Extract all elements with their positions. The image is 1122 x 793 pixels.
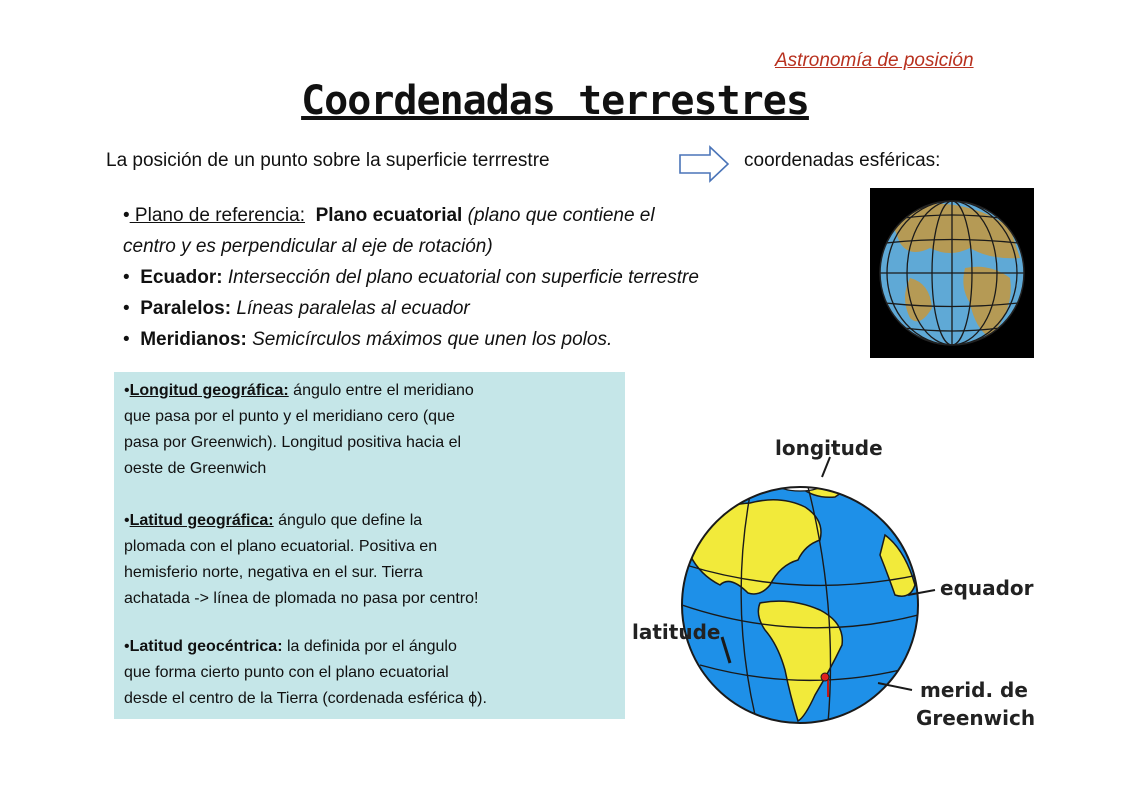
globe-image — [870, 188, 1034, 358]
info-line: •Longitud geográfica: ángulo entre el meridiano — [124, 382, 474, 399]
intro-result: coordenadas esféricas: — [744, 150, 941, 171]
bullet-term: Plano ecuatorial — [315, 205, 463, 226]
bullet-desc: Semicírculos máximos que unen los polos. — [246, 329, 613, 350]
info-line-text: la definida por el ángulo — [286, 638, 457, 655]
label-greenwich: Greenwich — [916, 706, 1036, 730]
bullet-desc: (plano que contiene el — [462, 205, 655, 226]
info-line: desde el centro de la Tierra (cordenada esférica ϕ). — [124, 690, 487, 707]
bullet-plano: • Plano de referencia: Plano ecuatorial (plano que contiene el — [123, 205, 655, 226]
bullet-desc-cont: centro y es perpendicular al eje de rotación) — [123, 236, 493, 257]
labeled-globe-illustration — [630, 425, 1040, 735]
right-arrow-icon — [678, 145, 730, 183]
bullet-term: Meridianos: — [140, 329, 247, 350]
bullet-label: Plano de referencia: — [129, 205, 305, 226]
info-term: Longitud geográfica: — [129, 382, 289, 399]
bullet-paralelos: • Paralelos: Líneas paralelas al ecuador — [123, 298, 470, 319]
bullet-ecuador: • Ecuador: Intersección del plano ecuatorial con superficie terrestre — [123, 267, 699, 288]
longitud-definition — [124, 378, 619, 482]
label-merid: merid. de — [920, 678, 1028, 702]
bullet-term: Ecuador: — [140, 267, 223, 288]
info-line: •Latitud geocéntrica: la definida por el ángulo — [124, 638, 457, 655]
page-title: Coordenadas terrestres — [301, 78, 809, 124]
info-line: •Latitud geográfica: ángulo que define la — [124, 512, 423, 529]
info-line: que forma cierto punto con el plano ecuatorial — [124, 664, 449, 681]
info-line: que pasa por el punto y el meridiano cero (que — [124, 408, 455, 425]
label-latitude: latitude — [632, 620, 721, 644]
reference-bullets — [123, 200, 863, 355]
info-line-text: ángulo entre el meridiano — [293, 382, 474, 399]
info-line: pasa por Greenwich). Longitud positiva hacia el — [124, 434, 462, 451]
geocentrica-definition — [124, 634, 619, 712]
bullet-meridianos: • Meridianos: Semicírculos máximos que unen los polos. — [123, 329, 613, 350]
breadcrumb-link[interactable]: Astronomía de posición — [775, 50, 974, 71]
bullet-desc: Líneas paralelas al ecuador — [231, 298, 470, 319]
info-line: achatada -> línea de plomada no pasa por centro! — [124, 590, 479, 607]
info-line: plomada con el plano ecuatorial. Positiva en — [124, 538, 438, 555]
intro-text: La posición de un punto sobre la superficie terrrestre — [106, 150, 550, 171]
labeled-globe — [630, 425, 1040, 735]
bullet-desc: Intersección del plano ecuatorial con superficie terrestre — [222, 267, 699, 288]
info-line: oeste de Greenwich — [124, 460, 267, 477]
info-term: Latitud geocéntrica: — [129, 638, 283, 655]
label-equador: equador — [940, 576, 1034, 600]
info-line: hemisferio norte, negativa en el sur. Tierra — [124, 564, 423, 581]
info-term: Latitud geográfica: — [129, 512, 274, 529]
info-line-text: ángulo que define la — [278, 512, 423, 529]
latitud-definition — [124, 508, 619, 612]
bullet-term: Paralelos: — [140, 298, 232, 319]
definitions-box — [114, 372, 625, 719]
label-longitude: longitude — [775, 436, 883, 460]
globe-illustration — [870, 188, 1034, 358]
